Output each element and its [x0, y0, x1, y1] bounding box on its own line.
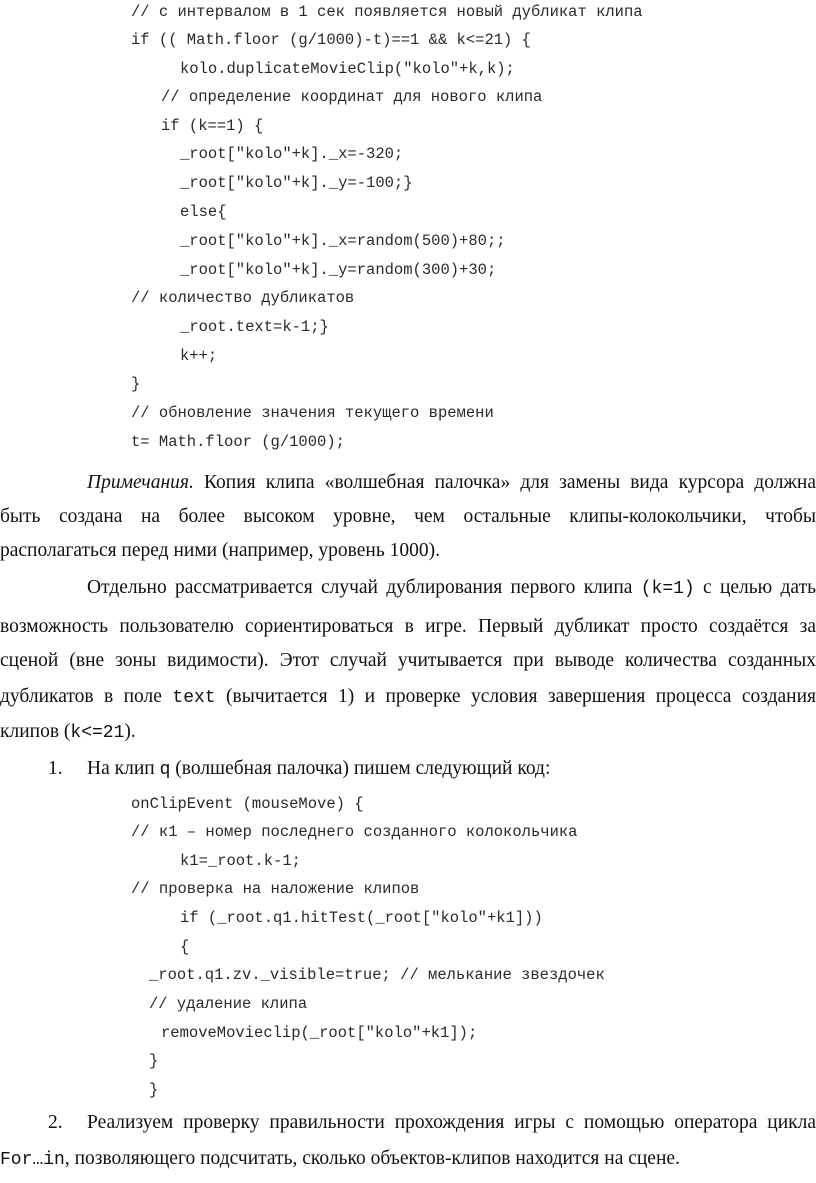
note-line-1 — [87, 472, 816, 494]
code-line: // обновление значения текущего времени — [131, 404, 494, 422]
code-line: _root["kolo"+k]._x=-320; — [180, 145, 404, 163]
code-line: k++; — [180, 347, 218, 365]
code-line: if (_root.q1.hitTest(_root["kolo"+k1])) — [180, 909, 543, 927]
code-line: } — [131, 375, 141, 393]
list-item-text: Реализуем проверку правильности прохождения игры с помощью оператора цикла — [87, 1112, 816, 1133]
para2-line-3: сценой (вне зоны видимости). Этот случай учитывается при выводе количества созданных — [0, 650, 816, 671]
code-line: onClipEvent (mouseMove) { — [131, 795, 364, 813]
para2-line-5: клипов (k<=21). — [0, 721, 136, 743]
note-line-3: располагаться перед ними (например, уровень 1000). — [0, 540, 441, 561]
code-line: } — [149, 1052, 159, 1070]
code-line: _root["kolo"+k]._x=random(500)+80;; — [180, 232, 506, 250]
code-line: // проверка на наложение клипов — [131, 880, 420, 898]
list-number: 2. — [48, 1112, 63, 1133]
code-line: k1=_root.k-1; — [180, 852, 301, 870]
code-line: _root["kolo"+k]._y=-100;} — [180, 174, 413, 192]
para2-line-1: Отдельно рассматривается случай дублирования первого клипа (k=1) с целью дать — [87, 577, 816, 599]
list-item-text: На клип q (волшебная палочка) пишем следующий код: — [87, 758, 551, 780]
code-line: t= Math.floor (g/1000); — [131, 433, 345, 451]
para2-line-2: возможность пользователю сориентироваться в игре. Первый дубликат просто создаётся за — [0, 616, 816, 637]
para2-line-4: дубликатов в поле text (вычитается 1) и проверке условия завершения процесса создания — [0, 686, 816, 708]
code-line: // с интервалом в 1 сек появляется новый дубликат клипа — [131, 3, 643, 21]
list-item-text-2: For…in, позволяющего подсчитать, сколько объектов-клипов находится на сцене. — [0, 1148, 680, 1170]
code-line: } — [149, 1081, 159, 1099]
inline-code: k<=21 — [70, 723, 125, 743]
code-line: _root.text=k-1;} — [180, 318, 329, 336]
code-line: _root.q1.zv._visible=true; // мелькание звездочек — [149, 966, 605, 984]
code-line: // к1 – номер последнего созданного колокольчика — [131, 823, 578, 841]
code-line: if (k==1) { — [161, 117, 264, 135]
inline-code: text — [172, 688, 216, 708]
list-number: 1. — [48, 758, 63, 779]
code-line: { — [180, 938, 190, 956]
note-line-2: быть создана на более высоком уровне, чем остальные клипы-колокольчики, чтобы — [0, 506, 816, 527]
code-line: // удаление клипа — [149, 995, 308, 1013]
code-line: _root["kolo"+k]._y=random(300)+30; — [180, 261, 497, 279]
inline-code: For…in — [0, 1150, 65, 1170]
note-text: Копия клипа «волшебная палочка» для замены вида курсора должна — [204, 472, 816, 493]
inline-code: q — [159, 760, 171, 780]
code-line: else{ — [180, 203, 227, 221]
code-line: // количество дубликатов — [131, 289, 355, 307]
note-label: Примечания. — [87, 472, 194, 493]
code-line: if (( Math.floor (g/1000)-t)==1 && k<=21) { — [131, 31, 531, 49]
inline-code: (k=1) — [640, 579, 695, 599]
code-line: removeMovieclip(_root["kolo"+k1]); — [161, 1024, 478, 1042]
code-line: kolo.duplicateMovieClip("kolo"+k,k); — [180, 60, 515, 78]
code-line: // определение координат для нового клипа — [161, 88, 543, 106]
